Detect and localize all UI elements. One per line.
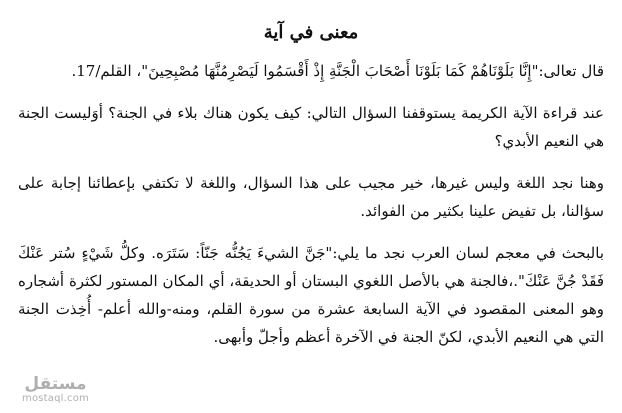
language-paragraph: وهنا نجد اللغة وليس غيرها، خير مجيب على هذا السؤال، واللغة لا تكتفي بإعطائنا إجابة على سؤالنا، بل تفيض علينا بكثير من الفوائد. (18, 174, 604, 220)
lexicon-paragraph: بالبحث في معجم لسان العرب نجد ما يلي:"جَنَّ الشيءَ يَجُنُّه جَنّاً: سَتَرَه. وكلُّ شَيْءٍ سُتر عَنْكَ فَقَدْ جُنَّ عَنْكَ".،فالجنة هي بالأصل اللغوي البستان أو الحديقة، أي المكان المستور لكثرة أشجاره وهو المعنى المقصود في الآية السابعة عشرة من سورة القلم، ومنه-والله أعلم- أُخِذت الجنة التي هي النعيم الأبدي، لكنّ الجنة في الآخرة أعظم وأجلّ وأبهى. (18, 244, 604, 346)
document-title: معنى في آية (263, 22, 359, 43)
watermark-arabic: مستقل (24, 374, 87, 394)
question-paragraph: عند قراءة الآية الكريمة يستوقفنا السؤال التالي: كيف يكون هناك بلاء في الجنة؟ أوَليست الجنة هي النعيم الأبدي؟ (18, 104, 604, 150)
verse-paragraph: قال تعالى:"إِنَّا بَلَوْنَاهُمْ كَمَا بَلَوْنَا أَصْحَابَ الْجَنَّةِ إِذْ أَقْسَمُوا لَيَصْرِمُنَّهَا مُصْبِحِينَ"، القلم/17. (71, 62, 604, 80)
watermark-domain: mostaql.com (22, 393, 89, 404)
